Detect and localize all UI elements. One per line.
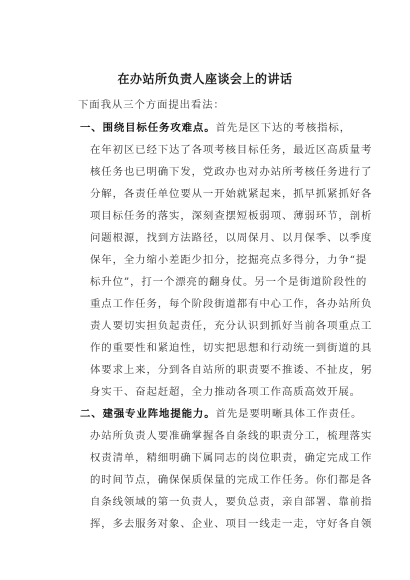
section2-line: 权责清单，精细明确下属同志的岗位职责，确定完成工作	[90, 452, 373, 464]
document-title: 在办站所负责人座谈会上的讲话	[117, 72, 293, 86]
section2-line-1: 首先是要明晰具体工作责任。	[215, 408, 363, 420]
section2-first-line	[80, 407, 363, 421]
section1-line-1: 首先是区下达的考核指标，	[215, 122, 351, 134]
intro-text: 下面我从三个方面提出看法：	[78, 99, 225, 111]
section2-heading: 二、建强专业阵地提能力。	[80, 408, 216, 420]
section1-line: 项目标任务的落实，深刻查摆短板弱项、薄弱环节，剖析	[90, 210, 373, 222]
section2-line: 自条线领域的第一负责人，要负总责，亲自部署、靠前指	[90, 496, 373, 508]
section1-line: 分解，各责任单位要从一开始就紧起来，抓早抓紧抓好各	[90, 188, 373, 200]
section1-line: 责人要切实担负起责任，充分认识到抓好当前各项重点工	[90, 320, 373, 332]
section1-line: 保年，全力缩小差距少扣分，挖掘亮点多得分，力争“提	[90, 254, 368, 266]
section1-line: 体要求上来，分到各自站所的职责要不推诿、不扯皮，躬	[90, 364, 373, 376]
section1-line: 在年初区已经下达了各项考核目标任务，最近区高质量考	[90, 144, 373, 156]
section1-line: 重点工作任务，每个阶段街道都有中心工作，各办站所负	[90, 298, 373, 310]
section1-line: 身实干、奋起赶超，全力推动各项工作高质高效开展。	[90, 386, 361, 398]
section1-first-line	[80, 121, 351, 135]
section2-line: 的时间节点，确保保质保量的完成工作任务。你们都是各	[90, 474, 373, 486]
section1-line: 核任务也已明确下发，党政办也对办站所考核任务进行了	[90, 166, 373, 178]
section1-line: 标升位”，打一个漂亮的翻身仗。另一个是街道阶段性的	[90, 276, 368, 288]
section1-line: 作的重要性和紧迫性，切实把思想和行动统一到街道的具	[90, 342, 373, 354]
section2-line: 挥，多去服务对象、企业、项目一线走一走，守好各自领	[90, 518, 373, 530]
intro-line	[78, 98, 225, 112]
section1-heading: 一、围绕目标任务攻难点。	[80, 122, 216, 134]
section2-line: 办站所负责人要准确掌握各自条线的职责分工，梳理落实	[90, 430, 373, 442]
section1-line: 问题根源，找到方法路径，以周保月、以月保季、以季度	[90, 232, 373, 244]
